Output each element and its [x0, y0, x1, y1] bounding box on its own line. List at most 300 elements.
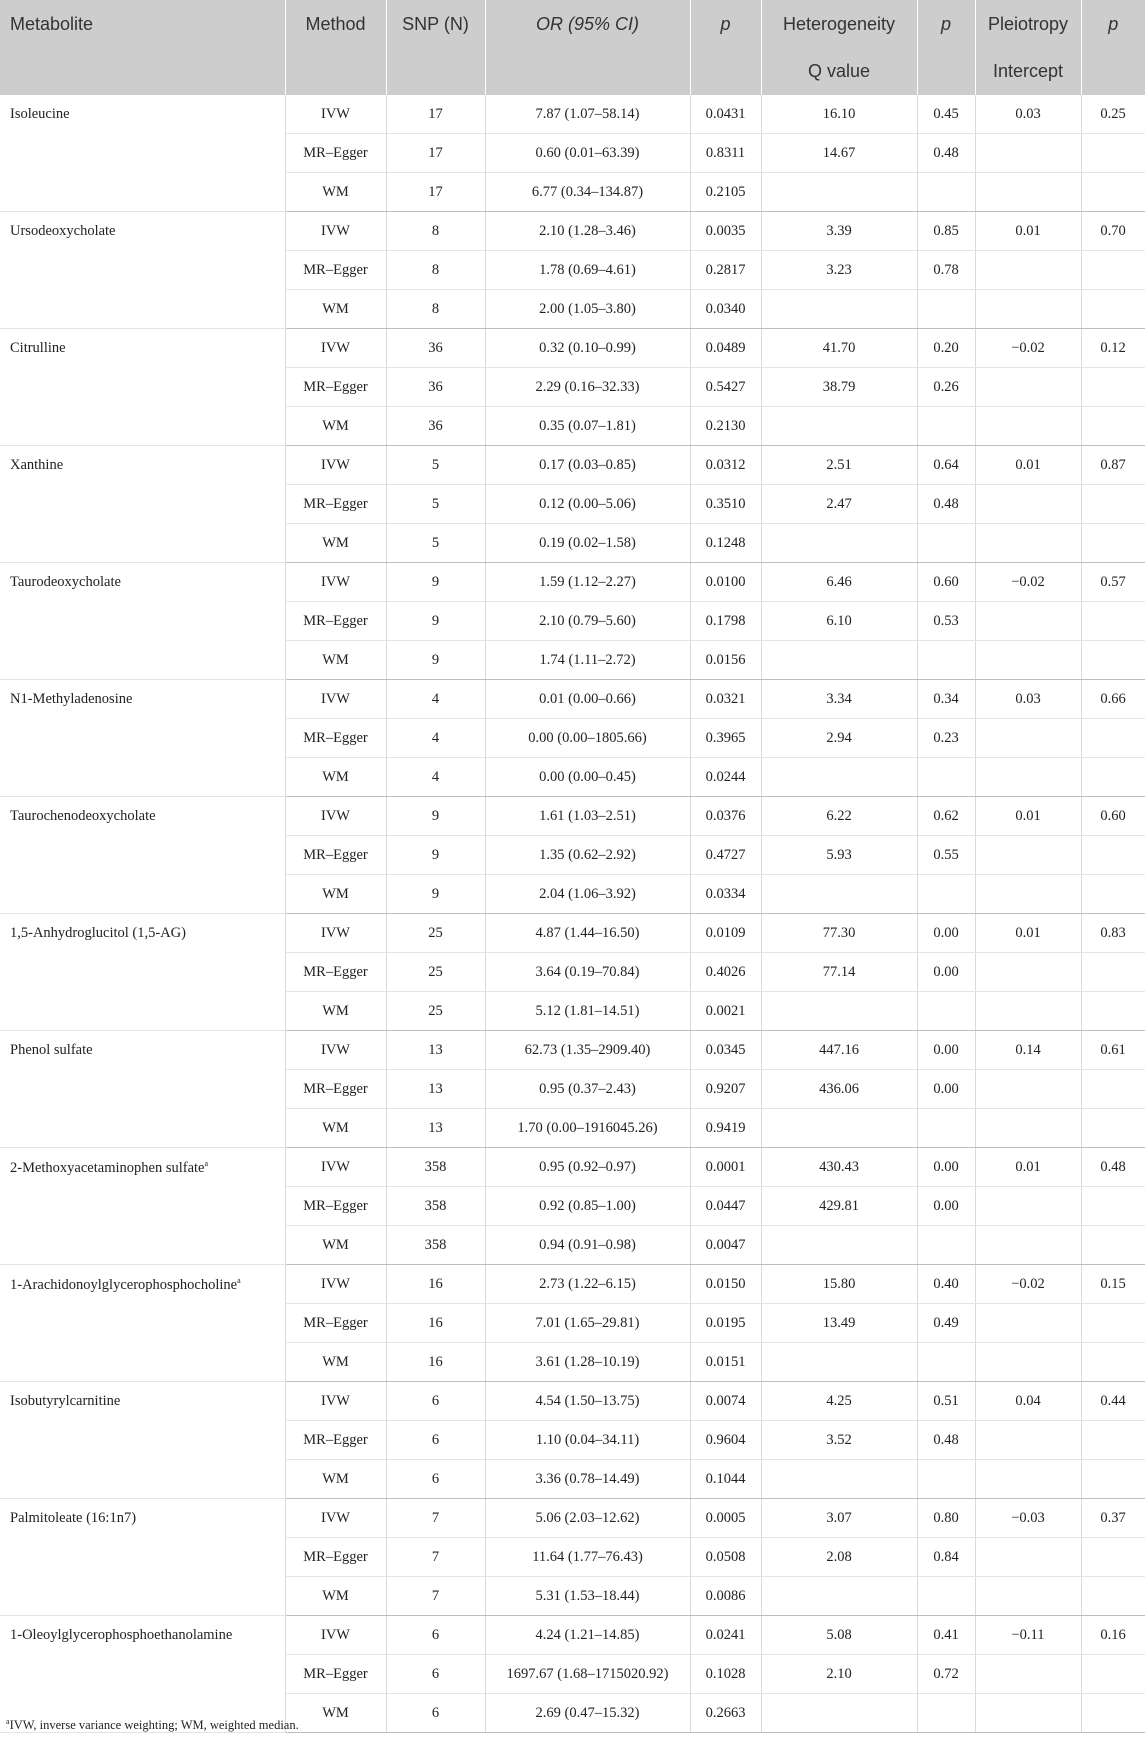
header-heterogeneity: Heterogeneity — [761, 0, 917, 48]
snp-cell: 358 — [386, 1187, 485, 1226]
method-cell: MR–Egger — [285, 1421, 386, 1460]
p-cell: 0.0345 — [690, 1031, 761, 1070]
table-row — [0, 1616, 1145, 1655]
method-cell: MR–Egger — [285, 251, 386, 290]
intercept-cell — [975, 1304, 1081, 1343]
q-value-cell: 2.51 — [761, 446, 917, 485]
intercept-cell — [975, 134, 1081, 173]
table-row — [0, 914, 1145, 953]
or-cell: 3.36 (0.78–14.49) — [485, 1460, 690, 1499]
or-cell: 0.94 (0.91–0.98) — [485, 1226, 690, 1265]
q-p-cell: 0.23 — [917, 719, 975, 758]
table-row — [0, 797, 1145, 836]
q-value-cell — [761, 875, 917, 914]
or-cell: 1.10 (0.04–34.11) — [485, 1421, 690, 1460]
q-value-cell — [761, 992, 917, 1031]
p-cell: 0.0001 — [690, 1148, 761, 1187]
p-cell: 0.5427 — [690, 368, 761, 407]
snp-cell: 7 — [386, 1499, 485, 1538]
intercept-p-cell — [1081, 290, 1145, 329]
intercept-p-cell — [1081, 1577, 1145, 1616]
snp-cell: 16 — [386, 1265, 485, 1304]
q-value-cell: 3.34 — [761, 680, 917, 719]
table-row — [0, 680, 1145, 719]
intercept-cell — [975, 290, 1081, 329]
method-cell: IVW — [285, 212, 386, 251]
or-cell: 2.69 (0.47–15.32) — [485, 1694, 690, 1733]
intercept-p-cell — [1081, 602, 1145, 641]
q-p-cell: 0.64 — [917, 446, 975, 485]
or-cell: 4.87 (1.44–16.50) — [485, 914, 690, 953]
footnote — [6, 1717, 299, 1733]
metabolite-label: Citrulline — [10, 340, 66, 356]
method-cell: WM — [285, 875, 386, 914]
intercept-cell — [975, 875, 1081, 914]
snp-cell: 8 — [386, 212, 485, 251]
header-q-value: Q value — [761, 48, 917, 95]
header-intercept-p: p — [1081, 0, 1145, 48]
p-cell: 0.0005 — [690, 1499, 761, 1538]
or-cell: 0.19 (0.02–1.58) — [485, 524, 690, 563]
intercept-p-cell — [1081, 1070, 1145, 1109]
q-value-cell — [761, 1577, 917, 1616]
snp-cell: 358 — [386, 1226, 485, 1265]
metabolite-label: 1-Oleoylglycerophosphoethanolamine — [10, 1627, 233, 1643]
intercept-p-cell — [1081, 758, 1145, 797]
table-body — [0, 95, 1145, 1733]
intercept-p-cell — [1081, 1304, 1145, 1343]
snp-cell: 9 — [386, 563, 485, 602]
q-value-cell: 6.10 — [761, 602, 917, 641]
intercept-p-cell: 0.66 — [1081, 680, 1145, 719]
or-cell: 0.00 (0.00–1805.66) — [485, 719, 690, 758]
header-blank — [0, 48, 285, 95]
snp-cell: 6 — [386, 1421, 485, 1460]
method-cell: MR–Egger — [285, 1070, 386, 1109]
method-cell: WM — [285, 641, 386, 680]
q-value-cell: 15.80 — [761, 1265, 917, 1304]
or-cell: 0.95 (0.37–2.43) — [485, 1070, 690, 1109]
q-p-cell: 0.00 — [917, 1070, 975, 1109]
intercept-p-cell — [1081, 1421, 1145, 1460]
q-value-cell — [761, 641, 917, 680]
q-p-cell — [917, 1694, 975, 1733]
snp-cell: 36 — [386, 407, 485, 446]
snp-cell: 4 — [386, 719, 485, 758]
or-cell: 1.61 (1.03–2.51) — [485, 797, 690, 836]
metabolite-label: 1,5-Anhydroglucitol (1,5-AG) — [10, 925, 186, 941]
or-cell: 1.78 (0.69–4.61) — [485, 251, 690, 290]
snp-cell: 4 — [386, 680, 485, 719]
intercept-p-cell — [1081, 836, 1145, 875]
intercept-cell: 0.01 — [975, 446, 1081, 485]
table-row — [0, 95, 1145, 134]
q-value-cell: 38.79 — [761, 368, 917, 407]
q-p-cell — [917, 641, 975, 680]
header-q-p: p — [917, 0, 975, 48]
q-p-cell: 0.00 — [917, 914, 975, 953]
method-cell: WM — [285, 524, 386, 563]
metabolite-name — [0, 329, 285, 446]
intercept-p-cell — [1081, 407, 1145, 446]
intercept-p-cell: 0.70 — [1081, 212, 1145, 251]
q-value-cell: 3.23 — [761, 251, 917, 290]
snp-cell: 16 — [386, 1343, 485, 1382]
intercept-cell — [975, 1694, 1081, 1733]
q-value-cell: 14.67 — [761, 134, 917, 173]
p-cell: 0.0340 — [690, 290, 761, 329]
or-cell: 3.64 (0.19–70.84) — [485, 953, 690, 992]
intercept-cell: −0.03 — [975, 1499, 1081, 1538]
q-p-cell: 0.72 — [917, 1655, 975, 1694]
intercept-cell — [975, 836, 1081, 875]
p-cell: 0.4026 — [690, 953, 761, 992]
metabolite-name — [0, 1031, 285, 1148]
intercept-p-cell — [1081, 719, 1145, 758]
p-cell: 0.3510 — [690, 485, 761, 524]
intercept-p-cell: 0.15 — [1081, 1265, 1145, 1304]
intercept-p-cell: 0.83 — [1081, 914, 1145, 953]
method-cell: MR–Egger — [285, 1538, 386, 1577]
intercept-cell — [975, 1343, 1081, 1382]
intercept-p-cell — [1081, 251, 1145, 290]
method-cell: WM — [285, 1226, 386, 1265]
or-cell: 0.12 (0.00–5.06) — [485, 485, 690, 524]
q-value-cell: 5.93 — [761, 836, 917, 875]
intercept-p-cell — [1081, 1109, 1145, 1148]
p-cell: 0.0109 — [690, 914, 761, 953]
metabolite-name — [0, 1616, 285, 1733]
snp-cell: 13 — [386, 1031, 485, 1070]
method-cell: IVW — [285, 797, 386, 836]
method-cell: WM — [285, 992, 386, 1031]
metabolite-label: 2-Methoxyacetaminophen sulfate — [10, 1159, 205, 1176]
q-value-cell: 4.25 — [761, 1382, 917, 1421]
snp-cell: 358 — [386, 1148, 485, 1187]
method-cell: WM — [285, 290, 386, 329]
table-row — [0, 212, 1145, 251]
intercept-p-cell — [1081, 1460, 1145, 1499]
method-cell: MR–Egger — [285, 719, 386, 758]
p-cell: 0.0035 — [690, 212, 761, 251]
q-p-cell — [917, 1577, 975, 1616]
q-value-cell — [761, 758, 917, 797]
q-p-cell: 0.80 — [917, 1499, 975, 1538]
or-cell: 2.04 (1.06–3.92) — [485, 875, 690, 914]
intercept-p-cell: 0.25 — [1081, 95, 1145, 134]
p-cell: 0.0312 — [690, 446, 761, 485]
method-cell: IVW — [285, 680, 386, 719]
metabolite-name — [0, 914, 285, 1031]
method-cell: IVW — [285, 563, 386, 602]
or-cell: 7.01 (1.65–29.81) — [485, 1304, 690, 1343]
header-blank — [285, 48, 386, 95]
metabolite-name — [0, 1382, 285, 1499]
or-cell: 3.61 (1.28–10.19) — [485, 1343, 690, 1382]
p-cell: 0.0150 — [690, 1265, 761, 1304]
q-p-cell: 0.00 — [917, 1148, 975, 1187]
q-p-cell — [917, 1460, 975, 1499]
intercept-p-cell — [1081, 1694, 1145, 1733]
or-cell: 1.74 (1.11–2.72) — [485, 641, 690, 680]
intercept-p-cell — [1081, 485, 1145, 524]
footnote-text: IVW, inverse variance weighting; WM, weighted median. — [9, 1718, 299, 1733]
method-cell: WM — [285, 1577, 386, 1616]
intercept-cell — [975, 1187, 1081, 1226]
metabolite-label: Ursodeoxycholate — [10, 223, 116, 239]
intercept-cell: 0.03 — [975, 680, 1081, 719]
snp-cell: 5 — [386, 485, 485, 524]
intercept-p-cell: 0.87 — [1081, 446, 1145, 485]
q-p-cell: 0.55 — [917, 836, 975, 875]
p-cell: 0.0334 — [690, 875, 761, 914]
snp-cell: 6 — [386, 1616, 485, 1655]
q-p-cell — [917, 290, 975, 329]
or-cell: 0.17 (0.03–0.85) — [485, 446, 690, 485]
intercept-cell — [975, 1109, 1081, 1148]
header-method: Method — [285, 0, 386, 48]
q-value-cell: 16.10 — [761, 95, 917, 134]
method-cell: IVW — [285, 1265, 386, 1304]
metabolite-label: Xanthine — [10, 457, 64, 473]
p-cell: 0.0508 — [690, 1538, 761, 1577]
p-cell: 0.1028 — [690, 1655, 761, 1694]
or-cell: 5.31 (1.53–18.44) — [485, 1577, 690, 1616]
q-p-cell: 0.60 — [917, 563, 975, 602]
metabolite-name — [0, 680, 285, 797]
snp-cell: 25 — [386, 953, 485, 992]
intercept-p-cell: 0.16 — [1081, 1616, 1145, 1655]
q-value-cell — [761, 1694, 917, 1733]
snp-cell: 9 — [386, 875, 485, 914]
q-p-cell: 0.49 — [917, 1304, 975, 1343]
intercept-p-cell — [1081, 953, 1145, 992]
p-cell: 0.0321 — [690, 680, 761, 719]
intercept-cell — [975, 719, 1081, 758]
intercept-cell: −0.11 — [975, 1616, 1081, 1655]
intercept-p-cell — [1081, 1226, 1145, 1265]
q-value-cell: 2.10 — [761, 1655, 917, 1694]
q-p-cell — [917, 875, 975, 914]
table-row — [0, 1148, 1145, 1187]
header-p: p — [690, 0, 761, 48]
q-value-cell — [761, 407, 917, 446]
intercept-cell — [975, 953, 1081, 992]
or-cell: 0.95 (0.92–0.97) — [485, 1148, 690, 1187]
method-cell: MR–Egger — [285, 1655, 386, 1694]
method-cell: MR–Egger — [285, 1187, 386, 1226]
method-cell: IVW — [285, 95, 386, 134]
q-p-cell: 0.48 — [917, 1421, 975, 1460]
header-blank — [917, 48, 975, 95]
snp-cell: 36 — [386, 368, 485, 407]
p-cell: 0.2105 — [690, 173, 761, 212]
method-cell: WM — [285, 1343, 386, 1382]
or-cell: 0.32 (0.10–0.99) — [485, 329, 690, 368]
snp-cell: 8 — [386, 290, 485, 329]
p-cell: 0.0047 — [690, 1226, 761, 1265]
q-value-cell: 2.08 — [761, 1538, 917, 1577]
method-cell: IVW — [285, 914, 386, 953]
intercept-p-cell — [1081, 173, 1145, 212]
intercept-p-cell: 0.44 — [1081, 1382, 1145, 1421]
q-p-cell: 0.20 — [917, 329, 975, 368]
snp-cell: 16 — [386, 1304, 485, 1343]
or-cell: 2.10 (1.28–3.46) — [485, 212, 690, 251]
header-blank — [690, 48, 761, 95]
intercept-cell: 0.01 — [975, 1148, 1081, 1187]
p-cell: 0.3965 — [690, 719, 761, 758]
q-p-cell — [917, 1109, 975, 1148]
method-cell: WM — [285, 1460, 386, 1499]
p-cell: 0.0244 — [690, 758, 761, 797]
header-or-text: OR (95% CI) — [535, 13, 640, 34]
footnote-marker: a — [204, 1159, 209, 1168]
intercept-p-cell: 0.37 — [1081, 1499, 1145, 1538]
snp-cell: 36 — [386, 329, 485, 368]
or-cell: 2.29 (0.16–32.33) — [485, 368, 690, 407]
p-cell: 0.0100 — [690, 563, 761, 602]
header-snp: SNP (N) — [386, 0, 485, 48]
p-cell: 0.9207 — [690, 1070, 761, 1109]
q-value-cell — [761, 1343, 917, 1382]
q-value-cell: 77.30 — [761, 914, 917, 953]
snp-cell: 5 — [386, 446, 485, 485]
header-intercept: Intercept — [975, 48, 1081, 95]
intercept-p-cell — [1081, 641, 1145, 680]
or-cell: 7.87 (1.07–58.14) — [485, 95, 690, 134]
snp-cell: 13 — [386, 1109, 485, 1148]
q-p-cell — [917, 1343, 975, 1382]
q-p-cell: 0.26 — [917, 368, 975, 407]
q-p-cell: 0.48 — [917, 485, 975, 524]
snp-cell: 17 — [386, 173, 485, 212]
intercept-cell — [975, 407, 1081, 446]
metabolite-label: Taurochenodeoxycholate — [10, 808, 156, 824]
metabolite-label: Palmitoleate (16:1n7) — [10, 1510, 137, 1526]
method-cell: IVW — [285, 329, 386, 368]
q-p-cell: 0.45 — [917, 95, 975, 134]
intercept-p-cell — [1081, 368, 1145, 407]
snp-cell: 8 — [386, 251, 485, 290]
table-header — [0, 0, 1145, 95]
method-cell: MR–Egger — [285, 1304, 386, 1343]
q-value-cell: 3.07 — [761, 1499, 917, 1538]
q-value-cell — [761, 524, 917, 563]
snp-cell: 7 — [386, 1577, 485, 1616]
q-value-cell: 429.81 — [761, 1187, 917, 1226]
q-value-cell: 3.39 — [761, 212, 917, 251]
q-p-cell: 0.34 — [917, 680, 975, 719]
p-cell: 0.1248 — [690, 524, 761, 563]
q-p-cell: 0.53 — [917, 602, 975, 641]
snp-cell: 9 — [386, 602, 485, 641]
intercept-p-cell: 0.12 — [1081, 329, 1145, 368]
or-cell: 2.10 (0.79–5.60) — [485, 602, 690, 641]
q-p-cell: 0.78 — [917, 251, 975, 290]
intercept-p-cell: 0.61 — [1081, 1031, 1145, 1070]
table-row — [0, 1499, 1145, 1538]
q-p-cell: 0.84 — [917, 1538, 975, 1577]
q-value-cell — [761, 1109, 917, 1148]
q-value-cell: 6.46 — [761, 563, 917, 602]
snp-cell: 17 — [386, 134, 485, 173]
intercept-cell — [975, 251, 1081, 290]
table-row — [0, 1031, 1145, 1070]
intercept-cell — [975, 1538, 1081, 1577]
p-cell: 0.0086 — [690, 1577, 761, 1616]
or-cell: 1.59 (1.12–2.27) — [485, 563, 690, 602]
intercept-cell — [975, 173, 1081, 212]
intercept-cell: 0.04 — [975, 1382, 1081, 1421]
metabolite-name — [0, 446, 285, 563]
q-value-cell: 2.94 — [761, 719, 917, 758]
p-cell: 0.0074 — [690, 1382, 761, 1421]
metabolite-name — [0, 563, 285, 680]
q-value-cell — [761, 290, 917, 329]
snp-cell: 25 — [386, 992, 485, 1031]
table-row — [0, 1265, 1145, 1304]
p-cell: 0.4727 — [690, 836, 761, 875]
intercept-cell: −0.02 — [975, 563, 1081, 602]
or-cell: 4.54 (1.50–13.75) — [485, 1382, 690, 1421]
snp-cell: 13 — [386, 1070, 485, 1109]
footnote-marker: a — [237, 1276, 241, 1285]
or-cell: 0.00 (0.00–0.45) — [485, 758, 690, 797]
intercept-cell — [975, 758, 1081, 797]
q-p-cell: 0.85 — [917, 212, 975, 251]
metabolite-name — [0, 95, 285, 212]
intercept-p-cell — [1081, 1343, 1145, 1382]
p-cell: 0.2663 — [690, 1694, 761, 1733]
q-p-cell: 0.00 — [917, 1187, 975, 1226]
or-cell: 5.06 (2.03–12.62) — [485, 1499, 690, 1538]
or-cell: 1697.67 (1.68–1715020.92) — [485, 1655, 690, 1694]
intercept-cell — [975, 1460, 1081, 1499]
q-p-cell: 0.00 — [917, 1031, 975, 1070]
p-cell: 0.0489 — [690, 329, 761, 368]
q-p-cell — [917, 173, 975, 212]
or-cell: 0.35 (0.07–1.81) — [485, 407, 690, 446]
q-value-cell: 3.52 — [761, 1421, 917, 1460]
p-cell: 0.2130 — [690, 407, 761, 446]
p-cell: 0.1798 — [690, 602, 761, 641]
intercept-cell — [975, 368, 1081, 407]
method-cell: MR–Egger — [285, 368, 386, 407]
or-cell: 2.00 (1.05–3.80) — [485, 290, 690, 329]
intercept-cell — [975, 992, 1081, 1031]
method-cell: WM — [285, 407, 386, 446]
table-row — [0, 1382, 1145, 1421]
or-cell: 62.73 (1.35–2909.40) — [485, 1031, 690, 1070]
metabolite-label: Taurodeoxycholate — [10, 574, 121, 590]
method-cell: MR–Egger — [285, 953, 386, 992]
q-p-cell — [917, 407, 975, 446]
intercept-p-cell — [1081, 524, 1145, 563]
q-p-cell — [917, 992, 975, 1031]
p-cell: 0.9604 — [690, 1421, 761, 1460]
q-value-cell — [761, 173, 917, 212]
method-cell: WM — [285, 173, 386, 212]
metabolite-label: Isoleucine — [10, 106, 70, 122]
method-cell: IVW — [285, 1382, 386, 1421]
metabolite-name — [0, 1499, 285, 1616]
or-cell: 1.35 (0.62–2.92) — [485, 836, 690, 875]
method-cell: IVW — [285, 446, 386, 485]
header-blank — [386, 48, 485, 95]
intercept-cell — [975, 641, 1081, 680]
intercept-cell: 0.01 — [975, 212, 1081, 251]
